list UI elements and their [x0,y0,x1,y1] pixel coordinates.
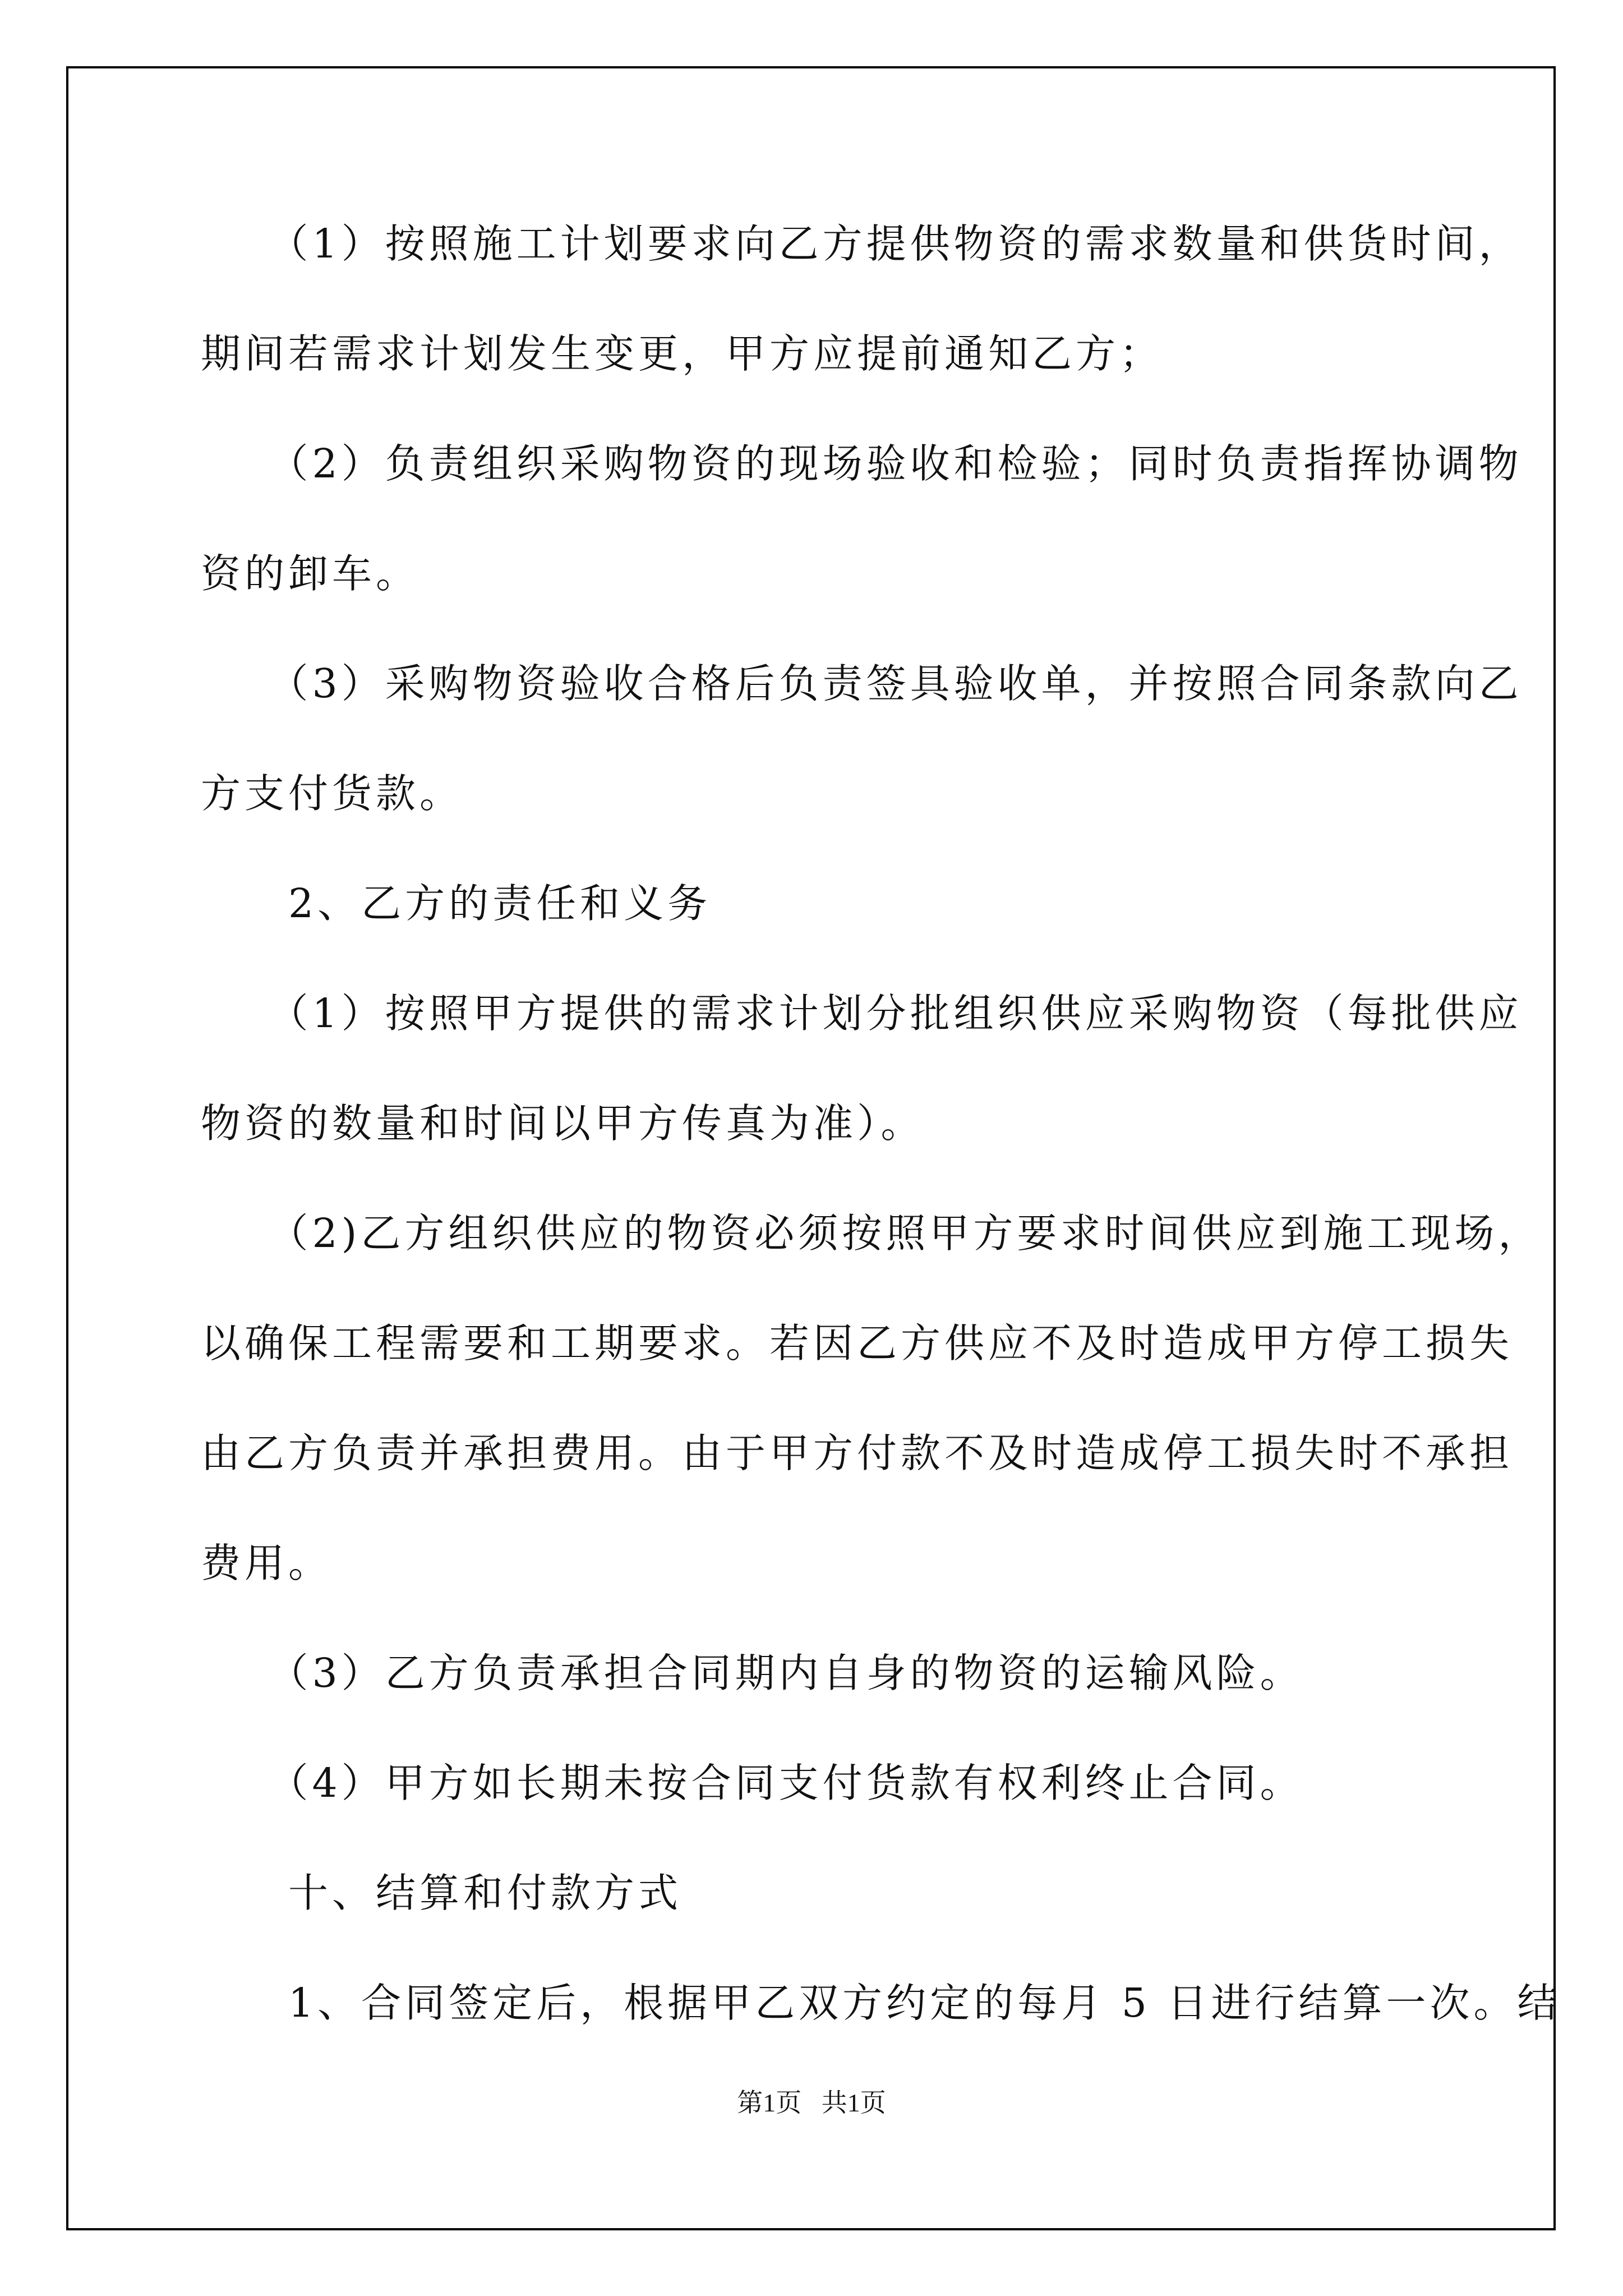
text-line: 十、结算和付款方式 [201,1870,683,1916]
page-number: 第1页 [737,2088,802,2117]
text-line: （1）按照施工计划要求向乙方提供物资的需求数量和供货时间， [201,220,1523,267]
text-line: 由乙方负责并承担费用。由于甲方付款不及时造成停工损失时不承担 [201,1430,1514,1476]
text-line: 物资的数量和时间以甲方传真为准）。 [201,1100,925,1147]
text-line: 资的卸车。 [201,550,420,597]
text-line: （1）按照甲方提供的需求计划分批组织供应采购物资（每批供应 [201,990,1523,1037]
text-line: （3）乙方负责承担合同期内自身的物资的运输风险。 [201,1650,1304,1696]
document-body [201,217,1561,2031]
text-line: （3）采购物资验收合格后负责签具验收单，并按照合同条款向乙 [201,660,1523,707]
text-line: （4）甲方如长期未按合同支付货款有权利终止合同。 [201,1760,1304,1806]
text-line: 期间若需求计划发生变更，甲方应提前通知乙方； [201,330,1164,377]
page-footer [0,2082,1623,2119]
text-line: （2)乙方组织供应的物资必须按照甲方要求时间供应到施工现场， [201,1210,1542,1257]
text-line: 2、乙方的责任和义务 [201,880,712,927]
text-line: 1、合同签定后，根据甲乙双方约定的每月 5 日进行结算一次。结 [201,1980,1561,2026]
page-total: 共1页 [821,2088,886,2117]
text-line: （2）负责组织采购物资的现场验收和检验；同时负责指挥协调物 [201,440,1523,487]
text-line: 方支付货款。 [201,770,464,817]
text-line: 费用。 [201,1540,333,1586]
text-line: 以确保工程需要和工期要求。若因乙方供应不及时造成甲方停工损失 [201,1320,1514,1366]
